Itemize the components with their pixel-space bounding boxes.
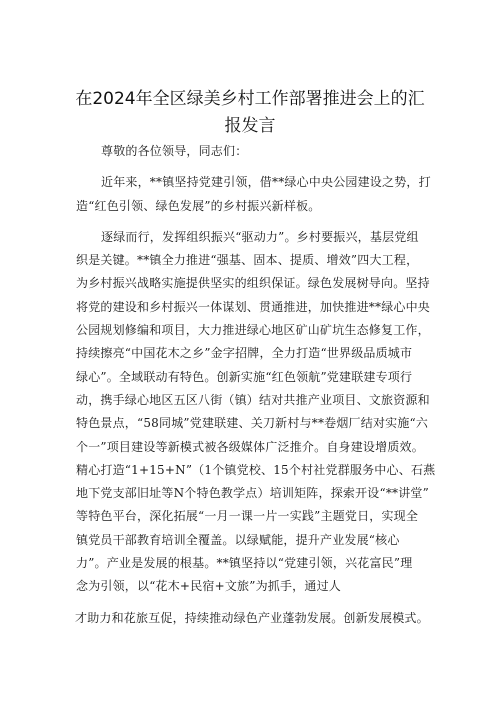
text-line: 等特色平台，深化拓展“一月一课一片一实践”主题党日，实现全 [76,509,419,524]
paragraph-1 [76,171,436,218]
text-line: 将党的建设和乡村振兴一体谋划、贯通推进，加快推进**绿心中央 [76,299,431,314]
text-line: 地下党支部旧址等N个特色教学点）培训矩阵，探索开设“**讲堂” [76,486,429,501]
paragraph-2 [76,226,436,599]
document-title [60,86,440,140]
paragraph-3: 才助力和花旅互促，持续推动绿色产业蓬勃发展。创新发展模式。 [75,610,429,625]
text-line: 织是关键。**镇全力推进“强基、固本、提质、增效”四大工程， [76,253,419,268]
text-line: 为乡村振兴战略实施提供坚实的组织保证。绿色发展树导向。坚持 [76,276,430,291]
text-line: 念为引领，以“花木+民宿+文旅”为抓手，通过人 [76,579,341,594]
text-line: 造“红色引领、绿色发展”的乡村振兴新样板。 [76,198,321,213]
title-line-1: 在2024年全区绿美乡村工作部署推进会上的汇 [75,89,425,109]
text-line: 动，携手绿心地区五区八街（镇）结对共推产业项目、文旅资源和 [76,392,430,407]
title-line-2: 报发言 [224,116,276,136]
text-line: 特色景点，“58同城”党建联建、关刀新村与**卷烟厂结对实施“六 [76,416,429,431]
salutation: 尊敬的各位领导，同志们： [101,144,248,158]
text-line: 逐绿而行，发挥组织振兴“驱动力”。乡村要振兴，基层党组 [101,229,419,244]
text-line: 个一”项目建设等新模式被各级媒体广泛推介。自身建设增质效。 [76,439,424,454]
text-line: 近年来，**镇坚持党建引领，借**绿心中央公园建设之势，打 [101,175,431,190]
text-line: 精心打造“1+15+N”（1个镇党校、15个村社党群服务中心、石燕 [76,462,436,477]
text-line: 持续擦亮“中国花木之乡”金字招牌，全力打造“世界级品质城市 [76,346,413,361]
text-line: 力”。产业是发展的根基。**镇坚持以“党建引领，兴花富民”理 [76,556,413,571]
text-line: 镇党员干部教育培训全覆盖。以绿赋能，提升产业发展“核心 [76,532,400,547]
text-line: 绿心”。全域联动有特色。创新实施“红色领航”党建联建专项行 [76,369,413,384]
text-line: 公园规划修编和项目，大力推进绿心地区矿山矿坑生态修复工作， [76,323,430,338]
document-body [76,140,436,630]
